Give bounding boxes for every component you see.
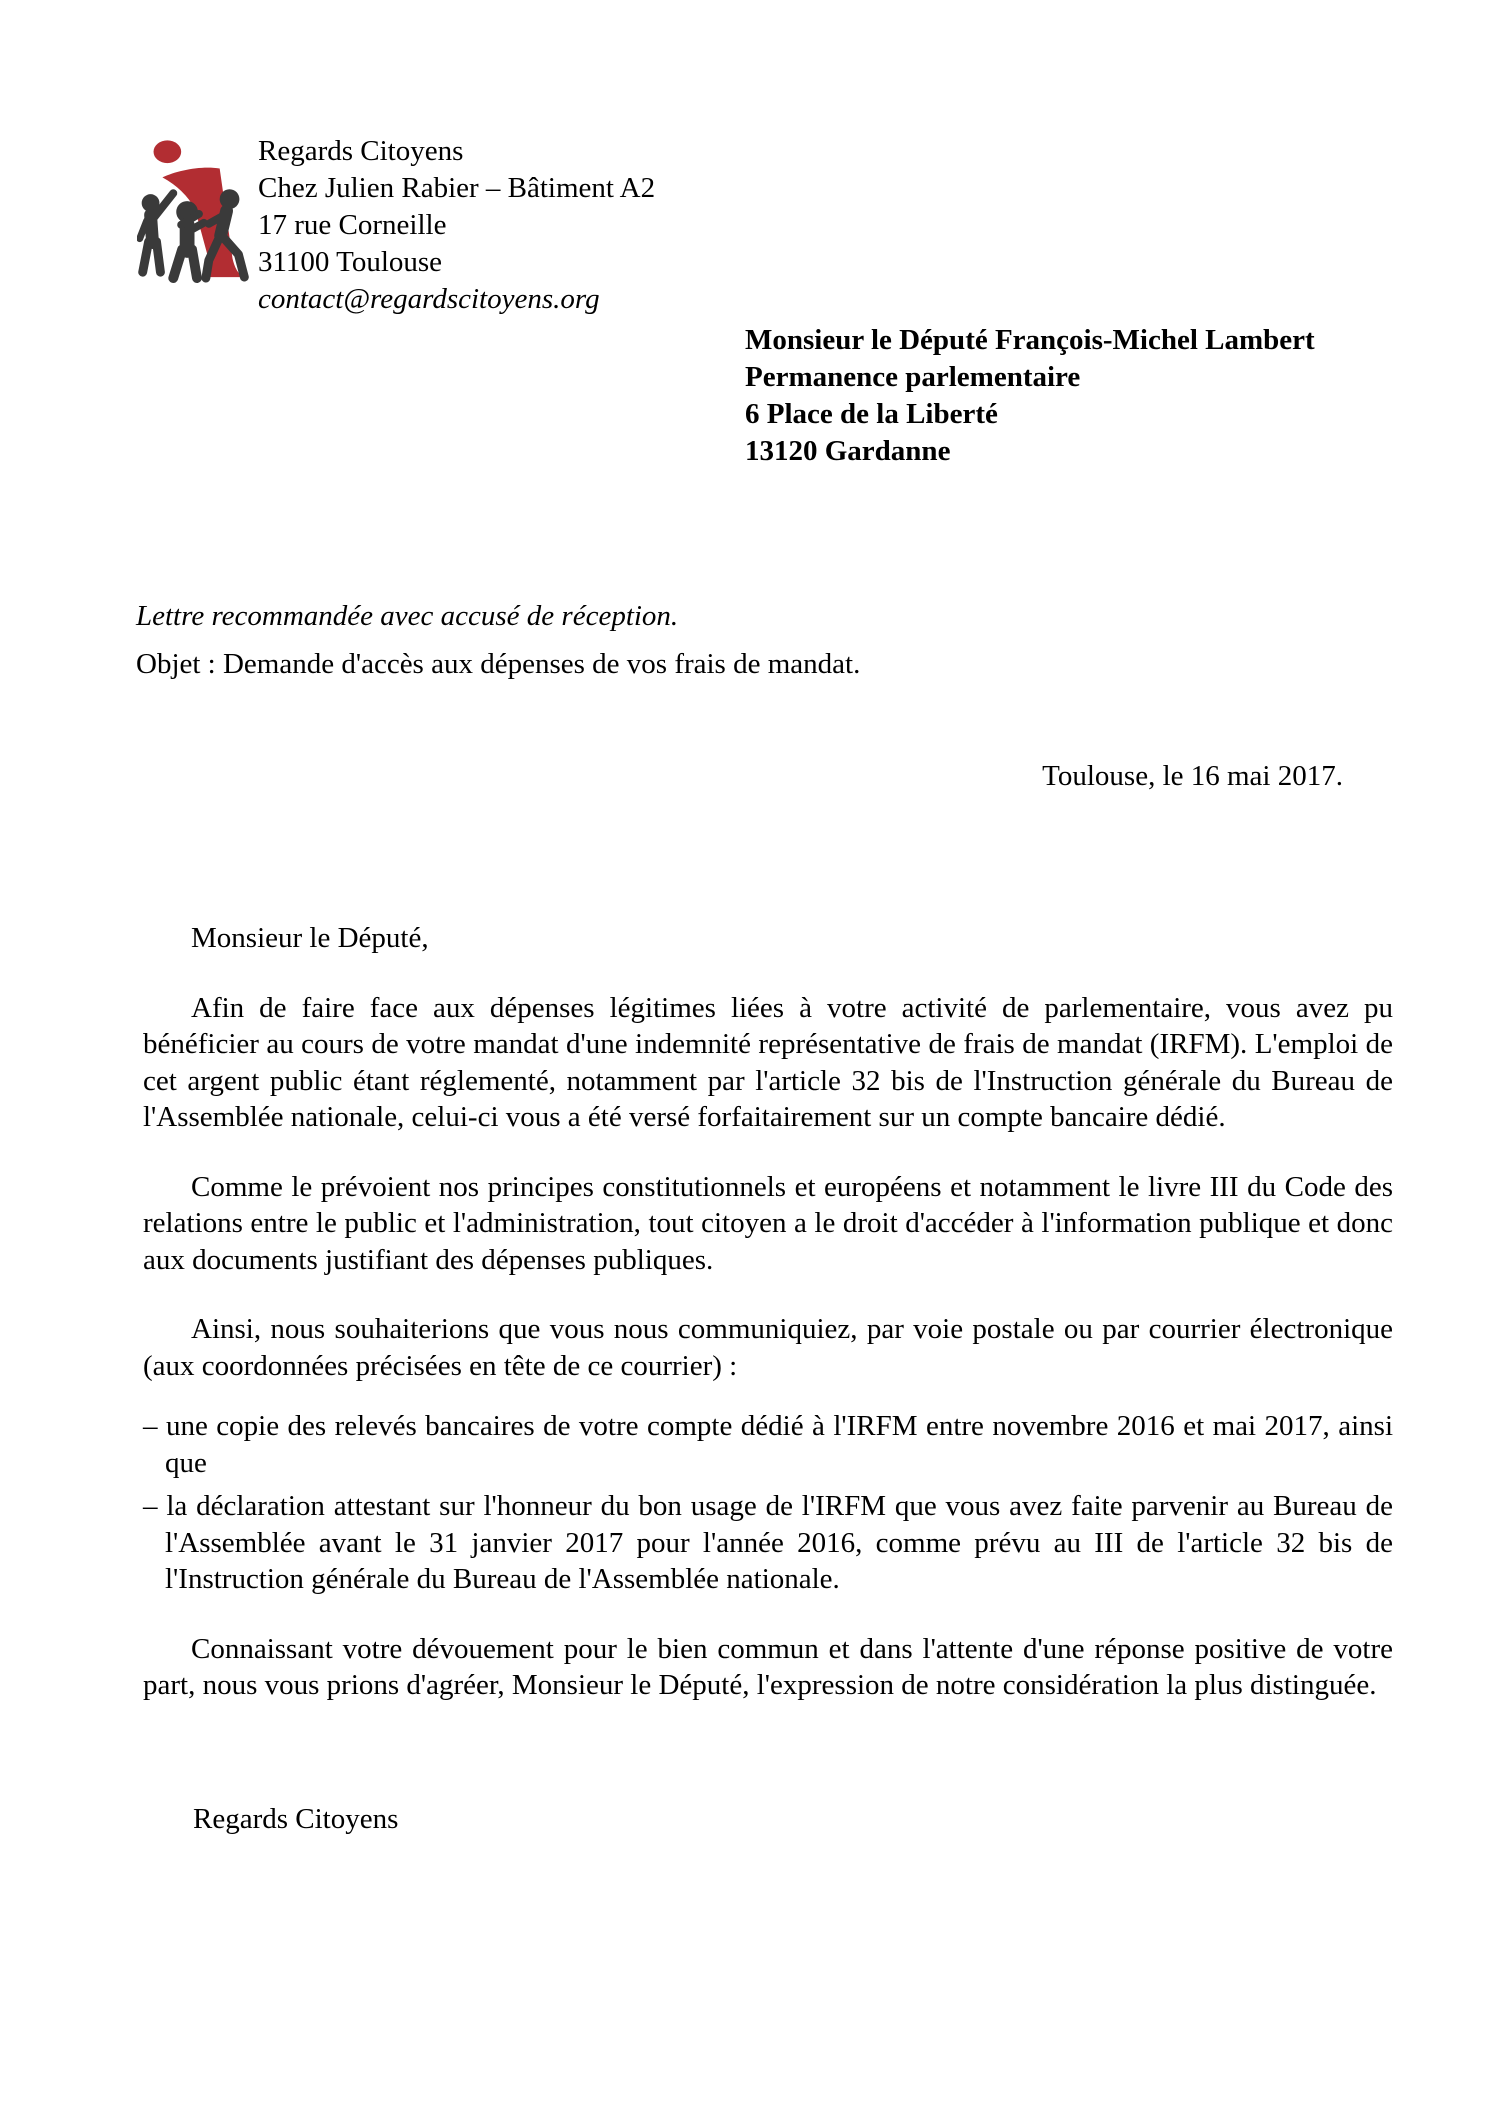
body-paragraph: Afin de faire face aux dépenses légitimes liées à votre activité de parlementaire, vous avez pu bénéficier au cours de votre mandat d'une indemnité représentative de frais de mandat (IRFM). L'emploi de cet argent public étant réglementé, notamment par l'article 32 bis de l'Instruction générale du Bureau de l'Assemblée nationale, celui-ci vous a été versé forfaitairement sur un compte bancaire dédié. (143, 991, 1393, 1133)
list-item-dash: – (143, 1410, 158, 1442)
recipient-block (745, 322, 1315, 470)
recipient-line: Permanence parlementaire (745, 361, 1081, 393)
registered-mail-notice: Lettre recommandée avec accusé de réception. (136, 600, 679, 632)
subject-line: Objet : Demande d'accès aux dépenses de vos frais de mandat. (136, 648, 861, 680)
sender-address-line: 17 rue Corneille (258, 209, 447, 241)
regards-citoyens-logo-icon (137, 132, 252, 285)
recipient-line: 13120 Gardanne (745, 435, 951, 467)
sender-address-line: Chez Julien Rabier – Bâtiment A2 (258, 172, 656, 204)
closing-paragraph: Connaissant votre dévouement pour le bien commun et dans l'attente d'une réponse positive de votre part, nous vous prions d'agréer, Monsieur le Député, l'expression de notre considération la plus distinguée. (143, 1632, 1393, 1701)
sender-block (258, 133, 655, 318)
list-item (123, 1488, 1393, 1598)
request-list (123, 1408, 1393, 1598)
notice-block (136, 598, 860, 683)
body-paragraph: Comme le prévoient nos principes constitutionnels et européens et notamment le livre III du Code des relations entre le public et l'administration, tout citoyen a le droit d'accéder à l'information publique et donc aux documents justifiant des dépenses publiques. (143, 1170, 1393, 1276)
recipient-line: 6 Place de la Liberté (745, 398, 998, 430)
letter-body (143, 920, 1393, 1733)
date-line: Toulouse, le 16 mai 2017. (1042, 760, 1343, 792)
sender-org-name: Regards Citoyens (258, 135, 464, 167)
signature: Regards Citoyens (193, 1803, 399, 1835)
recipient-name: Monsieur le Député François-Michel Lambert (745, 324, 1315, 356)
list-item-text: une copie des relevés bancaires de votre compte dédié à l'IRFM entre novembre 2016 et mai 2017, ainsi que (165, 1410, 1394, 1479)
list-item (123, 1408, 1393, 1481)
sender-address-line: 31100 Toulouse (258, 246, 443, 278)
body-paragraph: Ainsi, nous souhaiterions que vous nous communiquiez, par voie postale ou par courrier électronique (aux coordonnées précisées en tête de ce courrier) : (143, 1313, 1393, 1382)
sender-email: contact@regardscitoyens.org (258, 283, 600, 315)
salutation: Monsieur le Député, (191, 922, 429, 954)
list-item-dash: – (143, 1490, 158, 1522)
list-item-text: la déclaration attestant sur l'honneur du bon usage de l'IRFM que vous avez faite parvenir au Bureau de l'Assemblée avant le 31 janvier 2017 pour l'année 2016, comme prévu au III de l'article 32 bis de l'Instruction générale du Bureau de l'Assemblée nationale. (165, 1490, 1393, 1595)
